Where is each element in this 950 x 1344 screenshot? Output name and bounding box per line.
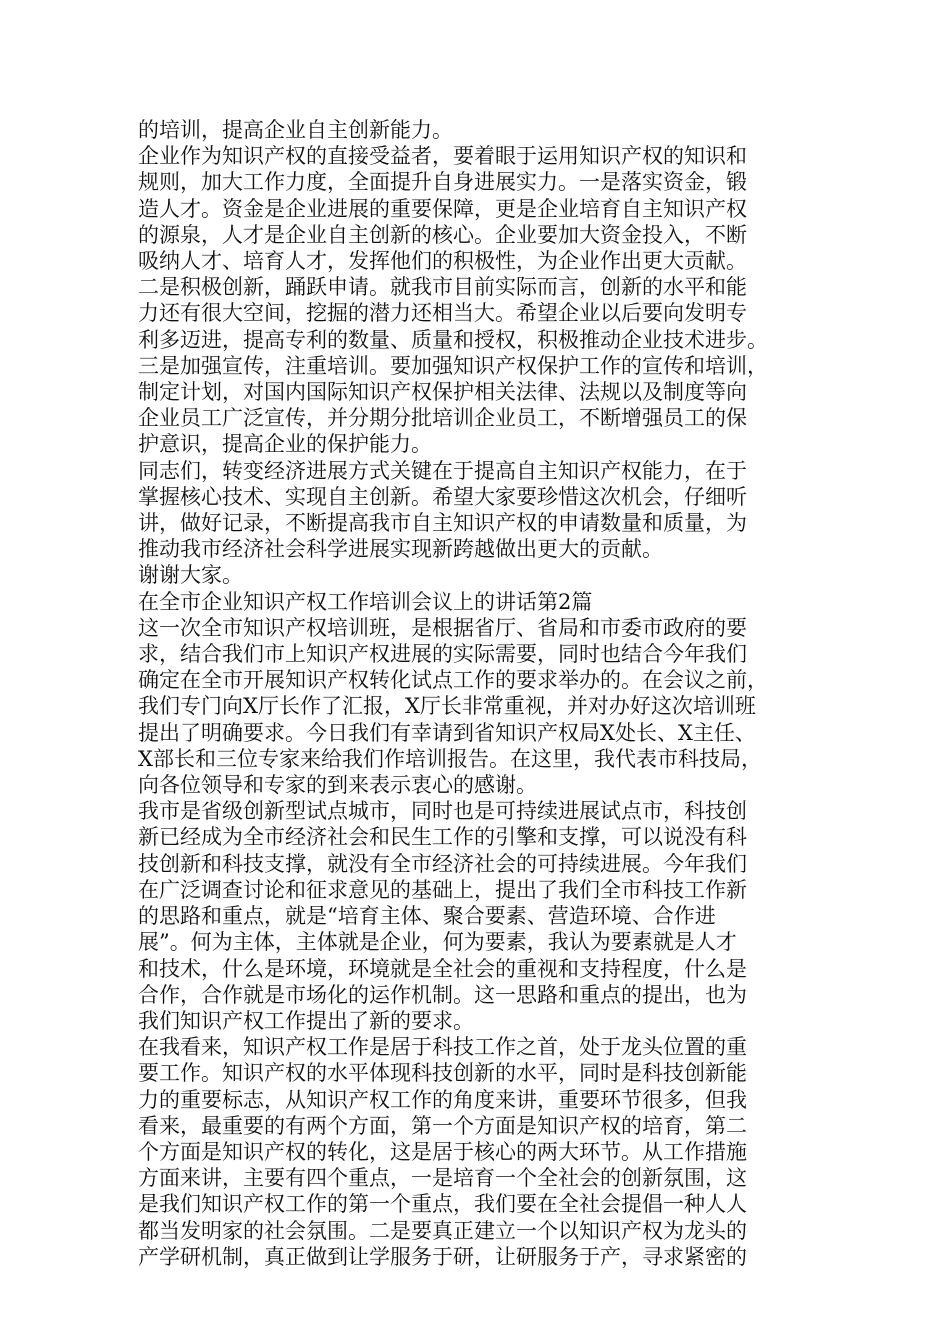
text-line: 的源泉，人才是企业自主创新的核心。企业要加大资金投入，不断 (138, 222, 747, 247)
text-line: 护意识，提高企业的保护能力。 (138, 432, 432, 457)
paragraph (138, 562, 818, 588)
paragraph (138, 589, 818, 615)
text-line: 看来，最重要的有两个方面，第一个方面是知识产权的培育，第二 (138, 1113, 747, 1138)
text-line: 力的重要标志，从知识产权工作的角度来讲，重要环节很多，但我 (138, 1087, 747, 1112)
text-line: 合作，合作就是市场化的运作机制。这一思路和重点的提出，也为 (138, 982, 747, 1007)
text-line: 的培训，提高企业自主创新能力。 (138, 118, 453, 142)
text-line: 技创新和科技支撑，就没有全市经济社会的可持续进展。今年我们 (138, 851, 747, 876)
text-line: 都当发明家的社会氛围。二是要真正建立一个以知识产权为龙头的 (138, 1218, 747, 1243)
text-line: 力还有很大空间，挖掘的潜力还相当大。希望企业以后要向发明专 (138, 301, 747, 326)
text-line: 求，结合我们市上知识产权进展的实际需要，同时也结合今年我们 (138, 642, 747, 667)
text-line: 制定计划，对国内国际知识产权保护相关法律、法规以及制度等向 (138, 380, 747, 405)
text-line: 产学研机制，真正做到让学服务于研，让研服务于产，寻求紧密的 (138, 1244, 747, 1269)
text-line: 谢谢大家。 (138, 563, 243, 588)
text-line: 企业员工广泛宣传，并分期分批培训企业员工，不断增强员工的保 (138, 406, 747, 431)
paragraph (138, 143, 818, 457)
paragraph (138, 458, 818, 563)
text-line: 同志们，转变经济进展方式关键在于提高自主知识产权能力，在于 (138, 458, 747, 483)
text-line: 我市是省级创新型试点城市，同时也是可持续进展试点市，科技创 (138, 799, 747, 824)
text-line: 和技术，什么是环境，环境就是全社会的重视和支持程度，什么是 (138, 956, 747, 981)
text-line: X部长和三位专家来给我们作培训报告。在这里，我代表市科技局， (138, 746, 762, 771)
text-line: 规则，加大工作力度，全面提升自身进展实力。一是落实资金，锻 (138, 170, 747, 195)
text-line: 的思路和重点，就是“培育主体、聚合要素、营造环境、合作进 (138, 904, 716, 929)
text-line: 三是加强宣传，注重培训。要加强知识产权保护工作的宣传和培训， (138, 353, 768, 378)
text-line: 二是积极创新，踊跃申请。就我市目前实际而言，创新的水平和能 (138, 275, 747, 300)
text-line: 在广泛调查讨论和征求意见的基础上，提出了我们全市科技工作新 (138, 877, 747, 902)
paragraph (138, 798, 818, 1034)
text-line: 企业作为知识产权的直接受益者，要着眼于运用知识产权的知识和 (138, 144, 747, 169)
text-line: 在我看来，知识产权工作是居于科技工作之首，处于龙头位置的重 (138, 1035, 747, 1060)
text-line: 造人才。资金是企业进展的重要保障，更是企业培育自主知识产权 (138, 196, 747, 221)
text-line: 是我们知识产权工作的第一个重点，我们要在全社会提倡一种人人 (138, 1192, 747, 1217)
text-line: 展”。何为主体，主体就是企业，何为要素，我认为要素就是人才 (138, 930, 737, 955)
paragraph (138, 117, 818, 143)
text-line: 在全市企业知识产权工作培训会议上的讲话第2篇 (138, 589, 593, 614)
text-line: 提出了明确要求。今日我们有幸请到省知识产权局X处长、X主任、 (138, 720, 756, 745)
text-line: 掌握核心技术、实现自主创新。希望大家要珍惜这次机会，仔细听 (138, 484, 747, 509)
text-line: 方面来讲，主要有四个重点，一是培育一个全社会的创新氛围，这 (138, 1166, 747, 1191)
document-body (138, 117, 818, 1270)
text-line: 我们知识产权工作提出了新的要求。 (138, 1008, 474, 1033)
text-line: 我们专门向X厅长作了汇报，X厅长非常重视，并对办好这次培训班 (138, 694, 756, 719)
text-line: 推动我市经济社会科学进展实现新跨越做出更大的贡献。 (138, 537, 663, 562)
text-line: 吸纳人才、培育人才，发挥他们的积极性，为企业作出更大贡献。 (138, 249, 747, 274)
text-line: 利多迈进，提高专利的数量、质量和授权，积极推动企业技术进步。 (138, 327, 768, 352)
text-line: 确定在全市开展知识产权转化试点工作的要求举办的。在会议之前， (138, 668, 768, 693)
text-line: 这一次全市知识产权培训班，是根据省厅、省局和市委市政府的要 (138, 615, 747, 640)
text-line: 要工作。知识产权的水平体现科技创新的水平，同时是科技创新能 (138, 1061, 747, 1086)
text-line: 向各位领导和专家的到来表示衷心的感谢。 (138, 773, 537, 798)
text-line: 新已经成为全市经济社会和民生工作的引擎和支撑，可以说没有科 (138, 825, 747, 850)
paragraph (138, 615, 818, 798)
text-line: 个方面是知识产权的转化，这是居于核心的两大环节。从工作措施 (138, 1139, 747, 1164)
paragraph (138, 1034, 818, 1270)
text-line: 讲，做好记录，不断提高我市自主知识产权的申请数量和质量，为 (138, 511, 747, 536)
